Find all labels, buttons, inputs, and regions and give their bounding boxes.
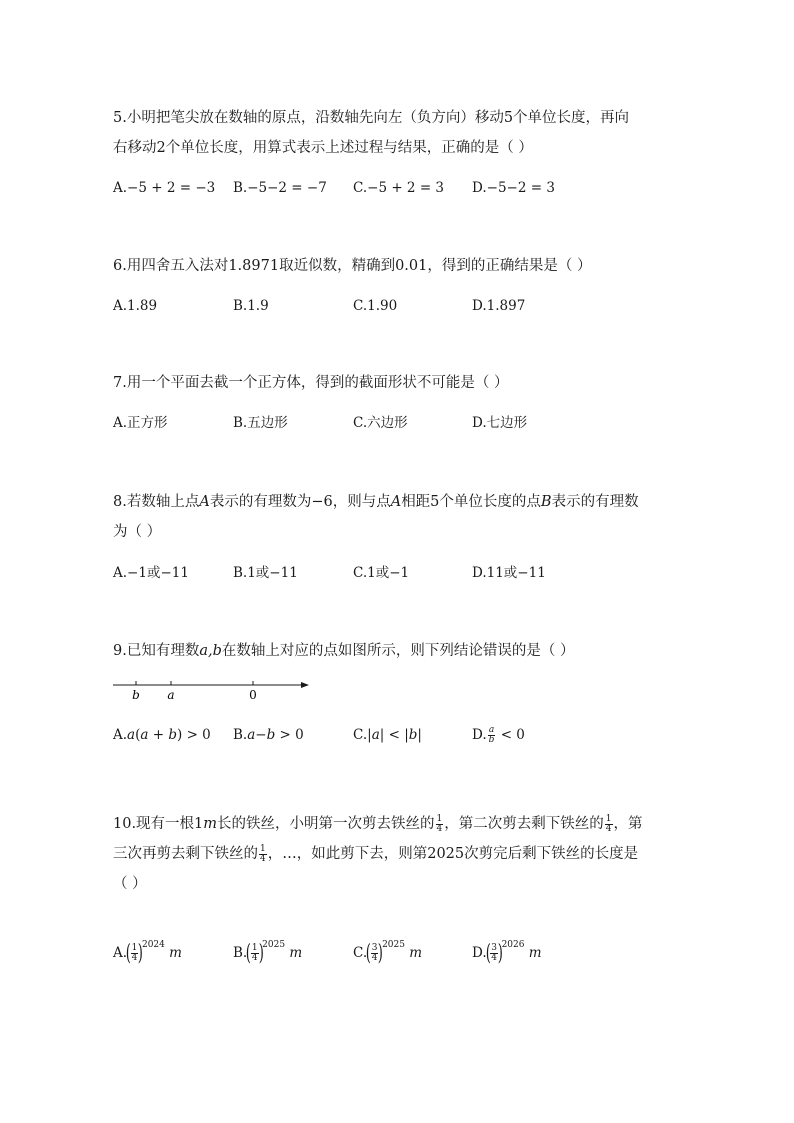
q10c-rparen: ) [378, 940, 384, 966]
question-10-option-a[interactable] [113, 933, 182, 965]
question-5-options [113, 176, 693, 200]
q9b-end: > 0 [275, 727, 304, 743]
question-10-option-b[interactable] [233, 933, 302, 965]
question-6 [113, 251, 683, 281]
q8-text-d: 表示的有理数 [551, 494, 639, 510]
q10a-num: 1 [131, 943, 138, 953]
q9-text-a: 9.已知有理数 [113, 643, 200, 659]
q10b-den: 4 [251, 953, 258, 963]
question-9-option-a[interactable] [113, 723, 211, 747]
question-8 [113, 487, 683, 547]
question-10-line2 [113, 839, 688, 869]
q10-frac-3-num: 1 [260, 843, 266, 854]
q9d-den: b [488, 735, 495, 745]
q10d-prefix: D. [472, 945, 487, 961]
q10-l2-a: 三次再剪去剩下铁丝的 [113, 846, 258, 862]
q10-l1-b: 长的铁丝，小明第一次剪去铁丝的 [217, 816, 435, 832]
question-9-option-c[interactable] [353, 723, 422, 747]
q10d-den: 4 [491, 953, 497, 963]
q8-text-a: 8.若数轴上点 [113, 494, 200, 510]
question-7-option-a[interactable]: A.正方形 [113, 415, 168, 431]
q9b-prefix: B. [233, 727, 248, 743]
q10b-unit: m [289, 945, 303, 961]
q10-frac-3-den: 4 [260, 853, 266, 864]
q9d-fraction [488, 726, 496, 745]
q9c-prefix: C.| [353, 727, 372, 743]
q10c-exp: 2025 [382, 940, 405, 950]
q8-text-c: 相距5个单位长度的点 [401, 494, 541, 510]
question-10-option-d[interactable] [472, 933, 542, 965]
q10-frac-2-num: 1 [605, 813, 612, 824]
q10c-lparen: ( [365, 940, 372, 966]
question-6-option-b[interactable]: B.1.9 [233, 298, 269, 314]
q9d-end: < 0 [496, 727, 525, 743]
question-7-option-b[interactable]: B.五边形 [233, 415, 288, 431]
q10b-frac [251, 944, 259, 963]
q9d-prefix: D. [472, 727, 487, 743]
question-5-option-b[interactable]: B.−5−2 = −7 [233, 180, 327, 196]
q10a-exp: 2024 [141, 940, 165, 950]
question-7-options [113, 411, 693, 435]
q8-var-a: A [199, 494, 210, 510]
label-b: b [132, 688, 140, 702]
q10d-rparen: ) [497, 940, 503, 966]
q10-l2-b: ，…，如此剪下去，则第2025次剪完后剩下铁丝的长度是 [267, 846, 639, 862]
q9a-a: a [127, 727, 136, 743]
question-6-option-d[interactable]: D.1.897 [472, 298, 526, 314]
q9-vars: a,b [199, 643, 222, 659]
q10-frac-1-num: 1 [436, 813, 443, 824]
question-10-options [113, 933, 693, 966]
q10-l1-a: 10.现有一根1 [113, 816, 204, 832]
q10c-den: 4 [371, 953, 378, 963]
q8-var-a2: A [390, 494, 402, 510]
question-9-option-b[interactable] [233, 723, 304, 747]
q10-l1-m: m [203, 816, 218, 832]
question-10-option-c[interactable] [353, 933, 422, 965]
q9d-num: a [488, 725, 495, 735]
q9a-prefix: A. [113, 727, 128, 743]
question-6-stem: 6.用四舍五入法对1.8971取近似数，精确到0.01，得到的正确结果是（ ） [113, 258, 592, 274]
question-5-option-d[interactable]: D.−5−2 = 3 [472, 180, 555, 196]
q8-var-b: B [540, 494, 552, 510]
q9a-b: b [168, 727, 178, 743]
q10-frac-3 [259, 845, 267, 864]
question-5-stem-line1: 5.小明把笔尖放在数轴的原点，沿数轴先向左（负方向）移动5个单位长度，再向 [113, 110, 630, 126]
question-8-option-d[interactable]: D.11或−11 [472, 565, 546, 581]
question-10-line3: （ ） [113, 876, 147, 892]
question-5-option-a[interactable]: A.−5 + 2 = −3 [113, 180, 216, 196]
q10d-exp: 2026 [501, 940, 525, 950]
question-6-option-c[interactable]: C.1.90 [353, 298, 398, 314]
q9b-a: a [247, 727, 256, 743]
number-line-arrow-icon [301, 682, 309, 688]
q9a-plus: + [148, 727, 169, 743]
q9c-b: b [408, 727, 418, 743]
q10d-num: 3 [491, 943, 497, 953]
q9-text-b: 在数轴上对应的点如图所示，则下列结论错误的是（ ） [221, 643, 575, 659]
q9c-a: a [371, 727, 380, 743]
q10d-unit: m [528, 945, 542, 961]
q10c-prefix: C. [353, 945, 368, 961]
question-5 [113, 103, 683, 163]
question-5-stem-line2: 右移动2个单位长度，用算式表示上述过程与结果，正确的是（ ） [113, 140, 533, 156]
q9b-minus: − [255, 727, 267, 743]
q10b-rparen: ) [258, 940, 264, 966]
q10b-num: 1 [251, 943, 258, 953]
question-5-option-c[interactable]: C.−5 + 2 = 3 [353, 180, 445, 196]
q10a-rparen: ) [138, 940, 144, 966]
question-9-stem [113, 636, 683, 666]
question-8-option-a[interactable]: A.−1或−11 [113, 565, 189, 581]
q10-frac-2 [605, 815, 613, 834]
q10-l1-d: ，第 [613, 816, 643, 832]
question-10 [113, 809, 688, 899]
question-9 [113, 636, 683, 666]
q9b-b: b [266, 727, 276, 743]
q10c-num: 3 [371, 943, 378, 953]
q10-frac-1-den: 4 [436, 823, 443, 834]
q10d-lparen: ( [485, 940, 491, 966]
q10a-prefix: A. [113, 945, 128, 961]
q10-l1-c: ，第二次剪去剩下铁丝的 [444, 816, 604, 832]
q10-frac-2-den: 4 [605, 823, 612, 834]
question-8-option-c[interactable]: C.1或−1 [353, 565, 410, 581]
question-7-option-c[interactable]: C.六边形 [353, 415, 408, 431]
q9c-end: | [417, 727, 422, 743]
question-7-option-d[interactable]: D.七边形 [472, 415, 528, 431]
question-8-stem-line2: 为（ ） [113, 524, 162, 540]
q9c-mid: | < | [379, 727, 409, 743]
question-6-option-a[interactable]: A.1.89 [113, 298, 158, 314]
question-6-options [113, 294, 693, 318]
question-9-options [113, 723, 693, 747]
q9a-a2: a [140, 727, 149, 743]
question-7-stem: 7.用一个平面去截一个正方体，得到的截面形状不可能是（ ） [113, 375, 509, 391]
q10a-unit: m [169, 945, 182, 961]
number-line-figure [110, 676, 320, 706]
question-9-option-d[interactable] [472, 723, 525, 747]
question-7 [113, 368, 683, 398]
q10c-unit: m [409, 945, 423, 961]
q8-text-b: 表示的有理数为−6，则与点 [209, 494, 391, 510]
q10-frac-1 [436, 815, 444, 834]
q9a-end: ) > 0 [177, 727, 211, 743]
label-0: 0 [249, 688, 257, 702]
question-8-stem-line1 [113, 487, 683, 517]
q9a-mid: ( [135, 727, 141, 743]
q10a-den: 4 [131, 953, 138, 963]
question-8-option-b[interactable]: B.1或−11 [233, 565, 298, 581]
q10a-lparen: ( [125, 940, 131, 966]
q10b-lparen: ( [245, 940, 252, 966]
question-10-line1 [113, 809, 688, 839]
question-8-options [113, 561, 693, 585]
q10b-prefix: B. [233, 945, 248, 961]
label-a: a [167, 688, 175, 702]
q10b-exp: 2025 [262, 940, 286, 950]
